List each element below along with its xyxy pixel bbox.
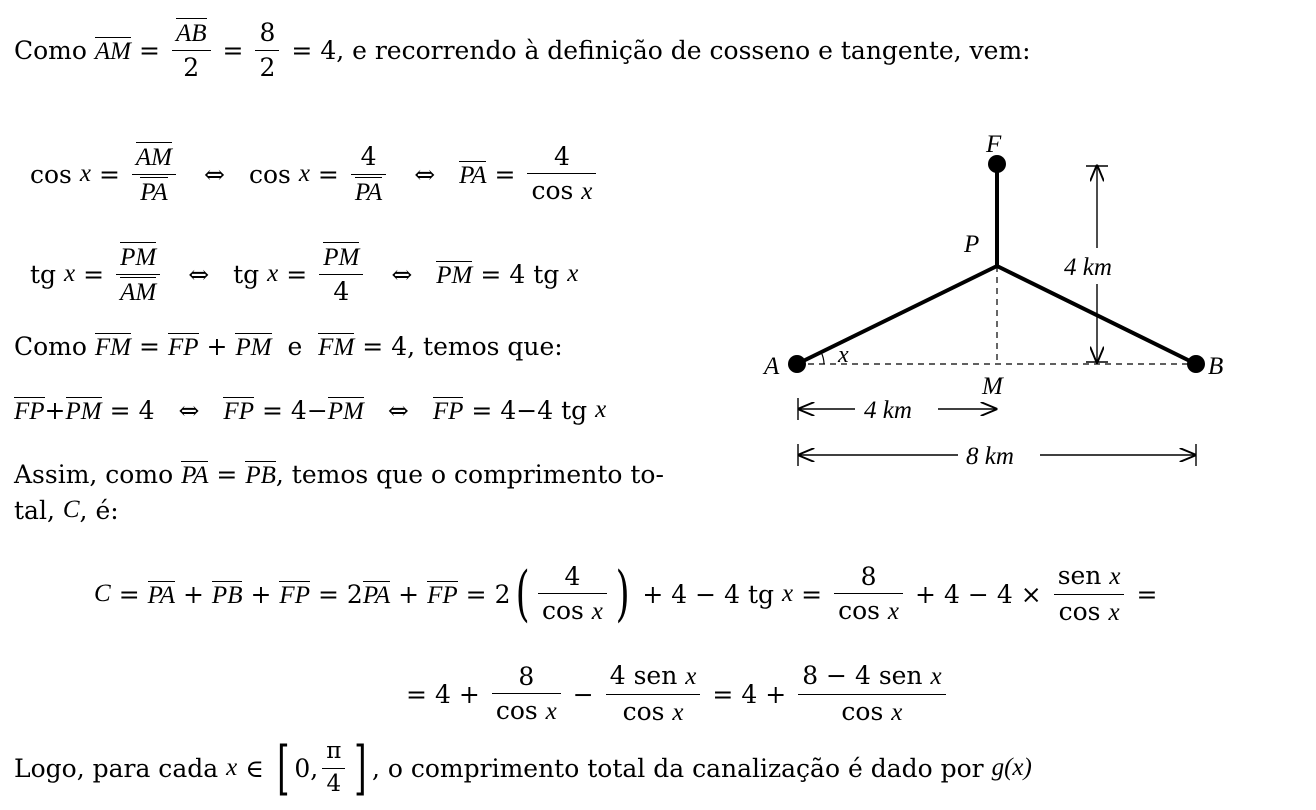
label-height: 4 km — [1064, 254, 1112, 281]
label-full: 8 km — [966, 443, 1014, 470]
assim-line-1: Assim, como PA = PB , temos que o comprimento to- — [14, 459, 664, 489]
c-equation-1: C = PA + PB + FP = 2 PA + FP = 2 ( $\frac{4}{\text{cos x}}$ ) + 4 − 4 tg x = $\frac{8}{\text{cos x}}$ + 4 − 4 × $\frac{\text{sen x}}{\text{cos x}}$ = — [94, 559, 1158, 629]
intro-como: Como — [14, 35, 87, 65]
tg-equation: tg x = $\frac{PM}{AM}$ ⇔ tg x = $\frac{PM}{4}$ ⇔ PM = 4 tg x — [30, 244, 579, 306]
conclusion-line: Logo, para cada x ∈ [ 0 , $\frac{\pi}{4}$ ] , o comprimento total da canalização é dado por g (x) — [14, 734, 1032, 802]
fp-equation: FP + PM = 4 ⇔ FP = 4 − PM ⇔ FP = 4 − 4 tg x — [14, 395, 607, 425]
fm-sentence: Como FM = FP + PM e FM = 4 , temos que: — [14, 331, 563, 361]
label-A: A — [764, 353, 780, 380]
intro-tail: , e recorrendo à definição de cosseno e tangente, vem: — [336, 35, 1031, 65]
intro-line: Como AM = $\frac{AB}{2}$ = $\frac{8}{2}$ = 4 , e recorrendo à definição de cosseno e tangente, vem: — [14, 18, 1031, 82]
fraction-AB-over-2: $\frac{AB}{2}$ — [172, 19, 211, 81]
label-F: F — [986, 131, 1002, 158]
point-A-dot — [788, 355, 806, 373]
seg-AM: AM — [94, 37, 131, 65]
fraction-8-over-2: $\frac{8}{2}$ — [255, 19, 279, 81]
label-half: 4 km — [864, 397, 912, 424]
assim-line-2: tal, C , é: — [14, 495, 119, 525]
cos-equation: cos x = $\frac{AM}{PA}$ ⇔ cos x = $\frac{4}{PA}$ ⇔ PA = $\frac{4}{\text{cos x}}$ — [30, 136, 600, 212]
point-B-dot — [1187, 355, 1205, 373]
segment-AP — [797, 266, 997, 364]
label-M: M — [982, 373, 1003, 400]
label-B: B — [1208, 353, 1224, 380]
c-equation-2: = 4 + $\frac{8}{\text{cos x}}$ − $\frac{\text{4 sen x}}{\text{cos x}}$ = 4 + $\frac{\text{8 − 4 sen x}}{\text{cos x}}$ — [398, 656, 950, 732]
angle-x-arc — [821, 352, 824, 364]
label-angle-x: x — [838, 342, 849, 368]
label-P: P — [964, 231, 980, 258]
